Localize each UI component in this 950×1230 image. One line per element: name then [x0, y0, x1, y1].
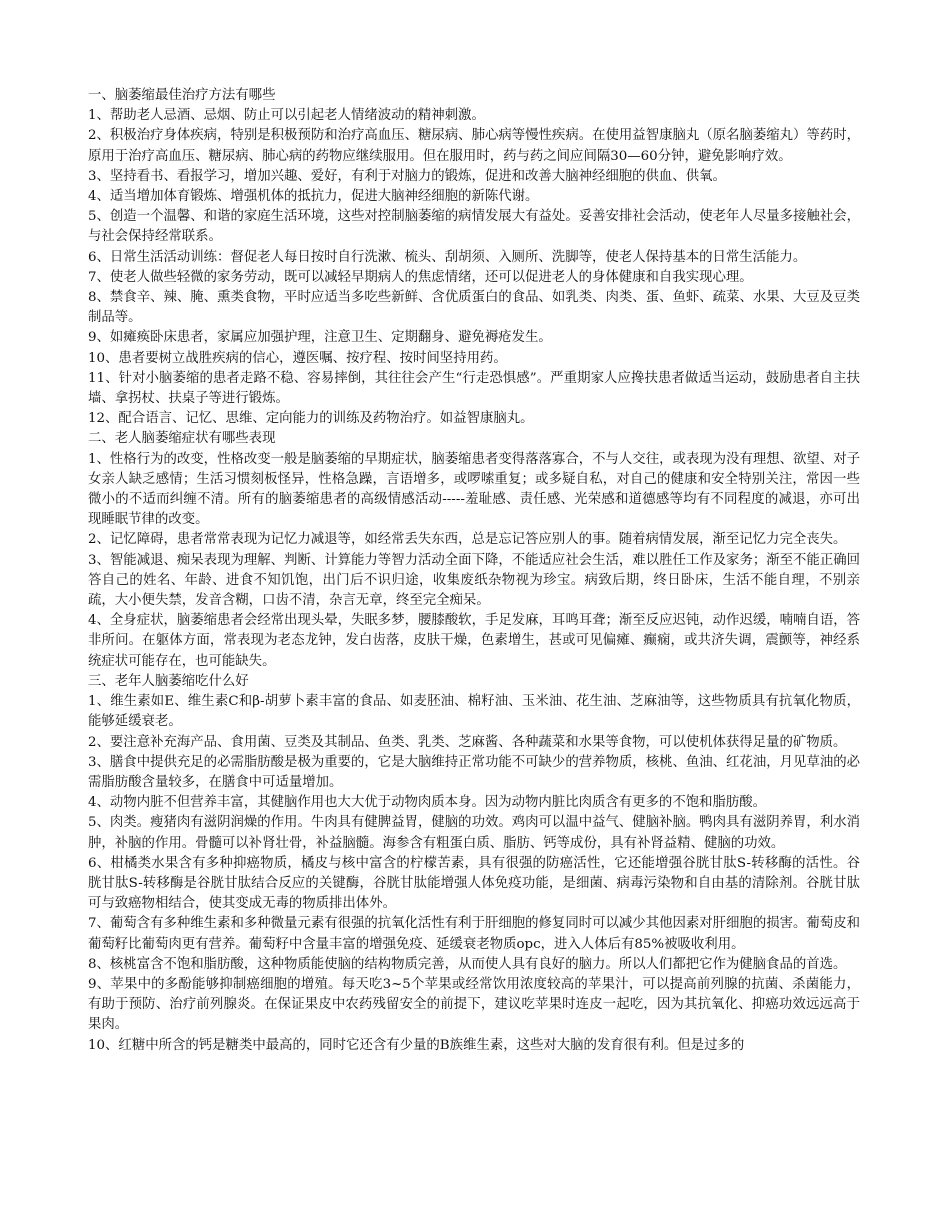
- paragraph: 1、性格行为的改变，性格改变一般是脑萎缩的早期症状，脑萎缩患者变得落落寡合，不与人交往，或表现为没有理想、欲望、对子女亲人缺乏感情；生活习惯刻板怪异，性格急躁，言语增多，或啰嗦重复；或多疑自私，对自己的健康和安全特别关注，常因一些微小的不适而纠缠不清。所有的脑萎缩患者的高级情感活动-----羞耻感、责任感、光荣感和道德感等均有不同程度的减退，亦可出现睡眠节律的改变。: [88, 451, 860, 528]
- paragraph: 3、坚持看书、看报学习，增加兴趣、爱好，有利于对脑力的锻炼，促进和改善大脑神经细胞的供血、供氧。: [88, 168, 726, 184]
- paragraph: 9、如瘫痪卧床患者，家属应加强护理，注意卫生、定期翻身、避免褥疮发生。: [88, 330, 552, 346]
- paragraph: 4、全身症状，脑萎缩患者会经常出现头晕，失眠多梦，腰膝酸软，手足发麻，耳鸣耳聋；渐至反应迟钝，动作迟缓，喃喃自语，答非所问。在躯体方面，常表现为老态龙钟，发白齿落，皮肤干燥，色素增生，甚或可见偏瘫、癫痫，或共济失调，震颤等，神经系统症状可能存在，也可能缺失。: [88, 613, 860, 669]
- paragraph: 7、葡萄含有多种维生素和多种微量元素有很强的抗氧化活性有利于肝细胞的修复同时可以减少其他因素对肝细胞的损害。葡萄皮和葡萄籽比葡萄肉更有营养。葡萄籽中含量丰富的增强免疫、延缓衰老物质opc，进入人体后有85%被吸收利用。: [88, 916, 860, 952]
- paragraph: 7、使老人做些轻微的家务劳动，既可以减轻早期病人的焦虑情绪，还可以促进老人的身体健康和自我实现心理。: [88, 269, 753, 285]
- paragraph: 1、帮助老人忌酒、忌烟、防止可以引起老人情绪波动的精神刺激。: [88, 108, 485, 124]
- section-symptoms: [88, 429, 860, 671]
- document-page: [88, 86, 860, 1056]
- section-heading: 一、脑萎缩最佳治疗方法有哪些: [88, 88, 276, 103]
- section-diet: [88, 672, 860, 1056]
- paragraph: 3、智能减退、痴呆表现为理解、判断、计算能力等智力活动全面下降，不能适应社会生活，难以胜任工作及家务；渐至不能正确回答自己的姓名、年龄、进食不知饥饱，出门后不识归途，收集废纸杂物视为珍宝。病致后期，终日卧床，生活不能自理，不别亲疏，大小便失禁，发音含糊，口齿不清，杂言无章，终至完全痴呆。: [88, 552, 860, 609]
- paragraph: 2、积极治疗身体疾病，特别是积极预防和治疗高血压、糖尿病、肺心病等慢性疾病。在使用益智康脑丸（原名脑萎缩丸）等药时，原用于治疗高血压、糖尿病、肺心病的药物应继续服用。但在服用时，药与药之间应间隔30—60分钟，避免影响疗效。: [88, 128, 860, 164]
- section-treatment: [88, 86, 860, 429]
- paragraph: 2、记忆障碍，患者常常表现为记忆力减退等，如经常丢失东西，总是忘记答应别人的事。随着病情发展，渐至记忆力完全丧失。: [88, 532, 847, 548]
- paragraph: 6、柑橘类水果含有多种抑癌物质，橘皮与核中富含的柠檬苦素，具有很强的防癌活性，它还能增强谷胱甘肽S-转移酶的活性。谷胱甘肽S-转移酶是谷胱甘肽结合反应的关键酶，谷胱甘肽能增强人体免疫功能，是细菌、病毒污染物和自由基的清除剂。谷胱甘肽可与致癌物相结合，使其变成无毒的物质排出体外。: [88, 855, 860, 912]
- paragraph: 5、肉类。瘦猪肉有滋阴润燥的作用。牛肉具有健脾益胃，健脑的功效。鸡肉可以温中益气、健脑补脑。鸭肉具有滋阴养胃，利水消肿，补脑的作用。骨髓可以补肾壮骨，补益脑髓。海参含有粗蛋白质、脂肪、钙等成份，具有补肾益精、健脑的功效。: [88, 815, 860, 851]
- paragraph: 5、创造一个温馨、和谐的家庭生活环境，这些对控制脑萎缩的病情发展大有益处。妥善安排社会活动，使老年人尽量多接触社会，与社会保持经常联系。: [88, 209, 860, 245]
- section-heading: 二、老人脑萎缩症状有哪些表现: [88, 431, 276, 447]
- paragraph: 8、禁食辛、辣、腌、熏类食物，平时应适当多吃些新鲜、含优质蛋白的食品、如乳类、肉类、蛋、鱼虾、疏菜、水果、大豆及豆类制品等。: [88, 290, 860, 326]
- paragraph: 4、适当增加体育锻炼、增强机体的抵抗力，促进大脑神经细胞的新陈代谢。: [88, 189, 539, 205]
- paragraph: 3、膳食中提供充足的必需脂肪酸是极为重要的，它是大脑维持正常功能不可缺少的营养物质，核桃、鱼油、红花油，月见草油的必需脂肪酸含量较多，在膳食中可适量增加。: [88, 754, 860, 790]
- paragraph: 11、针对小脑萎缩的患者走路不稳、容易摔倒，其往往会产生“行走恐惧感”。严重期家人应搀扶患者做适当运动，鼓励患者自主扶墙、拿拐杖、扶桌子等进行锻炼。: [88, 370, 860, 407]
- paragraph: 9、苹果中的多酚能够抑制癌细胞的增殖。每天吃3~5个苹果或经常饮用浓度较高的苹果汁，可以提高前列腺的抗菌、杀菌能力，有助于预防、治疗前列腺炎。在保证果皮中农药残留安全的前提下，建议吃苹果时连皮一起吃，因为其抗氧化、抑癌功效远远高于果肉。: [88, 976, 860, 1033]
- paragraph: 12、配合语言、记忆、思维、定向能力的训练及药物治疗。如益智康脑丸。: [88, 411, 534, 427]
- paragraph: 10、红糖中所含的钙是糖类中最高的，同时它还含有少量的B族维生素，这些对大脑的发育很有利。但是过多的: [88, 1037, 745, 1053]
- paragraph: 8、核桃富含不饱和脂肪酸，这种物质能使脑的结构物质完善，从而使人具有良好的脑力。所以人们都把它作为健脑食品的首选。: [88, 956, 847, 972]
- paragraph: 10、患者要树立战胜疾病的信心，遵医嘱、按疗程、按时间坚持用药。: [88, 350, 507, 366]
- paragraph: 6、日常生活活动训练：督促老人每日按时自行洗漱、梳头、刮胡须、入厕所、洗脚等，使老人保持基本的日常生活能力。: [88, 249, 807, 265]
- section-heading: 三、老年人脑萎缩吃什么好: [88, 673, 249, 689]
- paragraph: 1、维生素如E、维生素C和β-胡萝卜素丰富的食品、如麦胚油、棉籽油、玉米油、花生油、芝麻油等，这些物质具有抗氧化物质，能够延缓衰老。: [88, 694, 860, 730]
- paragraph: 4、动物内脏不但营养丰富，其健脑作用也大大优于动物肉质本身。因为动物内脏比肉质含有更多的不饱和脂肪酸。: [88, 795, 767, 811]
- paragraph: 2、要注意补充海产品、食用菌、豆类及其制品、鱼类、乳类、芝麻酱、各种蔬菜和水果等食物，可以使机体获得足量的矿物质。: [88, 734, 847, 750]
